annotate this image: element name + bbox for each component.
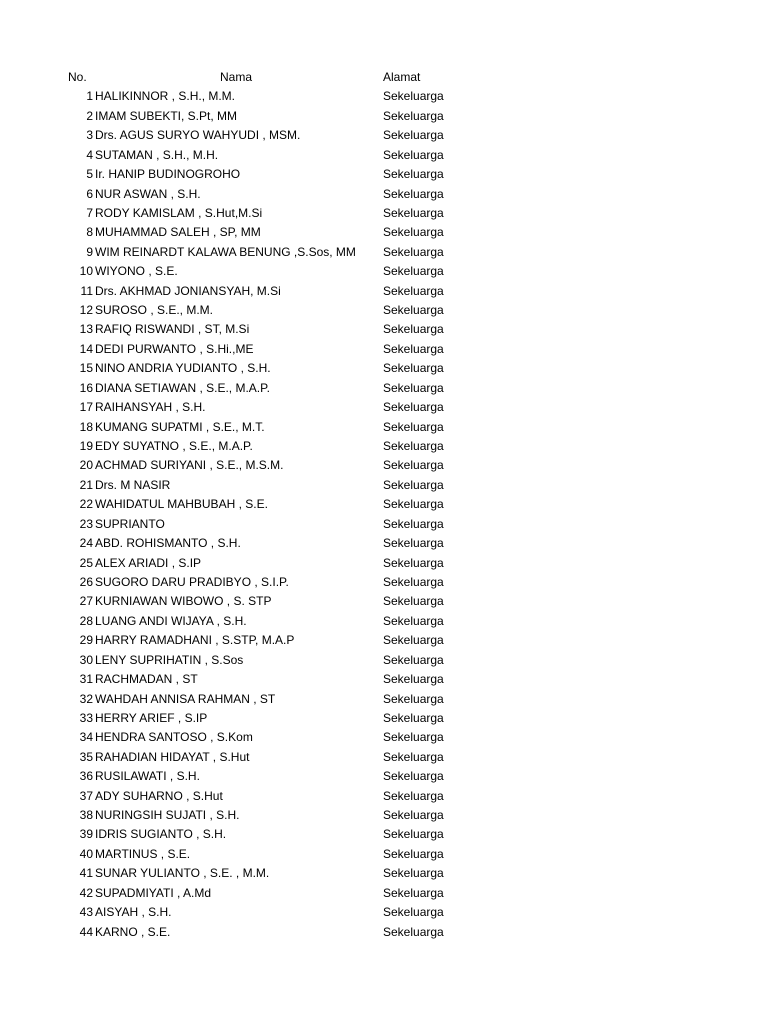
- cell-alamat: Sekeluarga: [383, 652, 444, 667]
- table-row: [0, 709, 768, 728]
- table-row: [0, 767, 768, 786]
- table-row: [0, 903, 768, 922]
- cell-no: 18: [79, 419, 93, 434]
- cell-no: 33: [79, 710, 93, 725]
- cell-no: 8: [86, 225, 93, 240]
- cell-no: 5: [86, 167, 93, 182]
- cell-alamat: Sekeluarga: [383, 497, 444, 512]
- table-row: [0, 359, 768, 378]
- cell-alamat: Sekeluarga: [383, 924, 444, 939]
- cell-alamat: Sekeluarga: [383, 439, 444, 454]
- table-row: [0, 262, 768, 281]
- cell-alamat: Sekeluarga: [383, 827, 444, 842]
- header-no: No.: [68, 70, 87, 84]
- cell-nama: WAHDAH ANNISA RAHMAN , ST: [95, 691, 276, 706]
- cell-alamat: Sekeluarga: [383, 458, 444, 473]
- cell-nama: SUNAR YULIANTO , S.E. , M.M.: [95, 866, 270, 881]
- cell-no: 29: [79, 633, 93, 648]
- table-row: [0, 165, 768, 184]
- guest-list-table: [0, 68, 768, 942]
- cell-no: 14: [79, 341, 93, 356]
- table-row: [0, 126, 768, 145]
- cell-nama: RAFIQ RISWANDI , ST, M.Si: [95, 322, 250, 337]
- cell-nama: RODY KAMISLAM , S.Hut,M.Si: [95, 205, 263, 220]
- cell-nama: HALIKINNOR , S.H., M.M.: [95, 89, 236, 104]
- cell-alamat: Sekeluarga: [383, 205, 444, 220]
- header-alamat: Alamat: [383, 70, 421, 84]
- cell-no: 32: [79, 691, 93, 706]
- table-row: [0, 87, 768, 106]
- table-row: [0, 631, 768, 650]
- table-row: [0, 282, 768, 301]
- cell-nama: NUR ASWAN , S.H.: [95, 186, 201, 201]
- cell-nama: DIANA SETIAWAN , S.E., M.A.P.: [95, 380, 270, 395]
- cell-no: 7: [86, 205, 93, 220]
- cell-no: 24: [79, 536, 93, 551]
- cell-nama: Ir. HANIP BUDINOGROHO: [95, 167, 241, 182]
- cell-no: 20: [79, 458, 93, 473]
- table-row: [0, 107, 768, 126]
- cell-nama: MUHAMMAD SALEH , SP, MM: [95, 225, 261, 240]
- cell-nama: ALEX ARIADI , S.IP: [95, 555, 202, 570]
- cell-no: 26: [79, 574, 93, 589]
- cell-nama: KARNO , S.E.: [95, 924, 171, 939]
- cell-no: 6: [86, 186, 93, 201]
- cell-nama: LUANG ANDI WIJAYA , S.H.: [95, 613, 247, 628]
- cell-alamat: Sekeluarga: [383, 788, 444, 803]
- table-row: [0, 884, 768, 903]
- cell-nama: IDRIS SUGIANTO , S.H.: [95, 827, 227, 842]
- cell-no: 19: [79, 439, 93, 454]
- cell-no: 34: [79, 730, 93, 745]
- table-row: [0, 845, 768, 864]
- cell-alamat: Sekeluarga: [383, 633, 444, 648]
- cell-no: 13: [79, 322, 93, 337]
- cell-nama: SUPADMIYATI , A.Md: [95, 885, 212, 900]
- cell-alamat: Sekeluarga: [383, 555, 444, 570]
- table-row: [0, 825, 768, 844]
- cell-nama: HARRY RAMADHANI , S.STP, M.A.P: [95, 633, 295, 648]
- cell-nama: IMAM SUBEKTI, S.Pt, MM: [95, 108, 238, 123]
- table-row: [0, 495, 768, 514]
- cell-nama: RAIHANSYAH , S.H.: [95, 400, 206, 415]
- cell-nama: EDY SUYATNO , S.E., M.A.P.: [95, 439, 253, 454]
- table-row: [0, 301, 768, 320]
- table-row: [0, 146, 768, 165]
- cell-nama: WAHIDATUL MAHBUBAH , S.E.: [95, 497, 268, 512]
- cell-alamat: Sekeluarga: [383, 108, 444, 123]
- cell-no: 10: [79, 264, 93, 279]
- cell-no: 39: [79, 827, 93, 842]
- cell-nama: AISYAH , S.H.: [95, 905, 172, 920]
- cell-no: 30: [79, 652, 93, 667]
- cell-no: 16: [79, 380, 93, 395]
- table-row: [0, 515, 768, 534]
- table-row: [0, 185, 768, 204]
- table-row: [0, 670, 768, 689]
- cell-nama: ABD. ROHISMANTO , S.H.: [95, 536, 241, 551]
- cell-nama: NURINGSIH SUJATI , S.H.: [95, 808, 240, 823]
- table-row: [0, 398, 768, 417]
- cell-no: 3: [86, 128, 93, 143]
- cell-alamat: Sekeluarga: [383, 749, 444, 764]
- cell-no: 43: [79, 905, 93, 920]
- table-header-row: [0, 68, 768, 87]
- table-row: [0, 223, 768, 242]
- cell-alamat: Sekeluarga: [383, 225, 444, 240]
- cell-no: 17: [79, 400, 93, 415]
- cell-alamat: Sekeluarga: [383, 574, 444, 589]
- table-row: [0, 418, 768, 437]
- table-row: [0, 787, 768, 806]
- cell-nama: MARTINUS , S.E.: [95, 846, 191, 861]
- cell-alamat: Sekeluarga: [383, 361, 444, 376]
- cell-alamat: Sekeluarga: [383, 89, 444, 104]
- cell-no: 21: [79, 477, 93, 492]
- table-row: [0, 923, 768, 942]
- table-row: [0, 864, 768, 883]
- cell-no: 23: [79, 516, 93, 531]
- cell-alamat: Sekeluarga: [383, 769, 444, 784]
- cell-alamat: Sekeluarga: [383, 905, 444, 920]
- table-row: [0, 651, 768, 670]
- cell-no: 28: [79, 613, 93, 628]
- cell-alamat: Sekeluarga: [383, 691, 444, 706]
- table-row: [0, 573, 768, 592]
- cell-nama: WIM REINARDT KALAWA BENUNG ,S.Sos, MM: [95, 244, 356, 259]
- cell-nama: Drs. M NASIR: [95, 477, 171, 492]
- table-row: [0, 690, 768, 709]
- cell-alamat: Sekeluarga: [383, 710, 444, 725]
- cell-alamat: Sekeluarga: [383, 477, 444, 492]
- table-row: [0, 592, 768, 611]
- cell-no: 44: [79, 924, 93, 939]
- table-row: [0, 476, 768, 495]
- cell-nama: Drs. AGUS SURYO WAHYUDI , MSM.: [95, 128, 301, 143]
- table-body: [0, 87, 768, 942]
- cell-no: 22: [79, 497, 93, 512]
- cell-alamat: Sekeluarga: [383, 322, 444, 337]
- cell-nama: RUSILAWATI , S.H.: [95, 769, 200, 784]
- cell-no: 31: [79, 672, 93, 687]
- table-row: [0, 320, 768, 339]
- cell-nama: NINO ANDRIA YUDIANTO , S.H.: [95, 361, 271, 376]
- cell-alamat: Sekeluarga: [383, 380, 444, 395]
- cell-alamat: Sekeluarga: [383, 536, 444, 551]
- cell-nama: SUROSO , S.E., M.M.: [95, 303, 214, 318]
- cell-no: 41: [79, 866, 93, 881]
- cell-alamat: Sekeluarga: [383, 167, 444, 182]
- cell-nama: HERRY ARIEF , S.IP: [95, 710, 208, 725]
- cell-nama: KUMANG SUPATMI , S.E., M.T.: [95, 419, 265, 434]
- cell-no: 25: [79, 555, 93, 570]
- table-row: [0, 340, 768, 359]
- cell-alamat: Sekeluarga: [383, 866, 444, 881]
- cell-alamat: Sekeluarga: [383, 341, 444, 356]
- cell-nama: KURNIAWAN WIBOWO , S. STP: [95, 594, 272, 609]
- cell-no: 38: [79, 808, 93, 823]
- cell-alamat: Sekeluarga: [383, 186, 444, 201]
- cell-nama: ADY SUHARNO , S.Hut: [95, 788, 223, 803]
- cell-nama: RACHMADAN , ST: [95, 672, 198, 687]
- cell-no: 36: [79, 769, 93, 784]
- table-row: [0, 806, 768, 825]
- table-row: [0, 243, 768, 262]
- cell-no: 9: [86, 244, 93, 259]
- table-row: [0, 204, 768, 223]
- cell-no: 15: [79, 361, 93, 376]
- table-row: [0, 612, 768, 631]
- cell-nama: DEDI PURWANTO , S.Hi.,ME: [95, 341, 254, 356]
- table-row: [0, 379, 768, 398]
- cell-no: 27: [79, 594, 93, 609]
- cell-alamat: Sekeluarga: [383, 672, 444, 687]
- table-row: [0, 748, 768, 767]
- cell-nama: ACHMAD SURIYANI , S.E., M.S.M.: [95, 458, 284, 473]
- table-row: [0, 437, 768, 456]
- cell-nama: SUTAMAN , S.H., M.H.: [95, 147, 219, 162]
- cell-alamat: Sekeluarga: [383, 264, 444, 279]
- cell-nama: WIYONO , S.E.: [95, 264, 178, 279]
- cell-no: 2: [86, 108, 93, 123]
- cell-nama: RAHADIAN HIDAYAT , S.Hut: [95, 749, 250, 764]
- cell-no: 1: [86, 89, 93, 104]
- cell-alamat: Sekeluarga: [383, 128, 444, 143]
- cell-alamat: Sekeluarga: [383, 594, 444, 609]
- table-row: [0, 554, 768, 573]
- cell-alamat: Sekeluarga: [383, 419, 444, 434]
- table-row: [0, 728, 768, 747]
- cell-alamat: Sekeluarga: [383, 613, 444, 628]
- cell-nama: SUGORO DARU PRADIBYO , S.I.P.: [95, 574, 289, 589]
- cell-nama: HENDRA SANTOSO , S.Kom: [95, 730, 253, 745]
- cell-alamat: Sekeluarga: [383, 846, 444, 861]
- cell-alamat: Sekeluarga: [383, 516, 444, 531]
- cell-alamat: Sekeluarga: [383, 400, 444, 415]
- cell-alamat: Sekeluarga: [383, 808, 444, 823]
- cell-alamat: Sekeluarga: [383, 730, 444, 745]
- table-row: [0, 534, 768, 553]
- cell-no: 37: [79, 788, 93, 803]
- cell-nama: Drs. AKHMAD JONIANSYAH, M.Si: [95, 283, 281, 298]
- cell-alamat: Sekeluarga: [383, 147, 444, 162]
- cell-alamat: Sekeluarga: [383, 283, 444, 298]
- cell-alamat: Sekeluarga: [383, 885, 444, 900]
- cell-no: 42: [79, 885, 93, 900]
- cell-nama: LENY SUPRIHATIN , S.Sos: [95, 652, 244, 667]
- cell-no: 40: [79, 846, 93, 861]
- cell-no: 4: [86, 147, 93, 162]
- table-row: [0, 456, 768, 475]
- cell-no: 11: [80, 283, 93, 298]
- cell-no: 12: [79, 303, 93, 318]
- header-nama: Nama: [220, 70, 253, 84]
- cell-no: 35: [79, 749, 93, 764]
- cell-alamat: Sekeluarga: [383, 244, 444, 259]
- cell-nama: SUPRIANTO: [95, 516, 165, 531]
- cell-alamat: Sekeluarga: [383, 303, 444, 318]
